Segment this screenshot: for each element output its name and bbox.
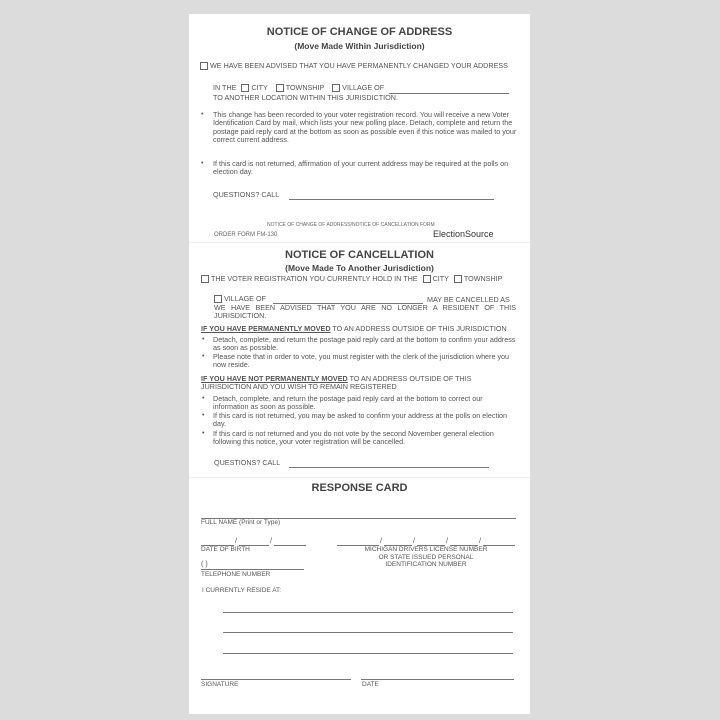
bullet: • [202,353,205,360]
dob-slash: / [235,536,237,545]
not-moved-heading-rest: TO AN ADDRESS OUTSIDE OF THIS JURISDICTION AND YOU WISH TO REMAIN REGISTERED [201,374,472,392]
license-label [337,546,515,569]
bullet: • [202,412,205,419]
moved-bullet2: Please note that in order to vote, you must register with the clerk of the jurisdiction where you now reside. [213,352,510,370]
village2-checkbox[interactable] [214,295,222,303]
city-label: CITY [251,83,268,92]
not-moved-bullet1: Detach, complete, and return the postage paid reply card at the bottom to correct our information as soon as possible. [213,394,483,412]
reside-label: I CURRENTLY RESIDE AT: [202,587,282,594]
form-footer-title: NOTICE OF CHANGE OF ADDRESS/NOTICE OF CANCELLATION FORM [267,222,435,228]
notice2-subtitle: (Move Made To Another Jurisdiction) [285,263,434,273]
dob-year-line[interactable] [274,545,306,546]
notice2-advised: WE HAVE BEEN ADVISED THAT YOU ARE NO LONGER A RESIDENT OF THIS JURISDICTION. [214,303,516,321]
address-line-2[interactable] [223,632,513,633]
advised-text: WE HAVE BEEN ADVISED THAT YOU HAVE PERMANENTLY CHANGED YOUR ADDRESS [210,61,508,70]
signature-label: SIGNATURE [201,681,239,688]
license-slash: / [479,536,481,545]
dob-label: DATE OF BIRTH [201,546,250,553]
full-name-label: FULL NAME (Print or Type) [201,519,281,526]
may-be-cancelled: MAY BE CANCELLED AS [427,295,510,304]
date-line[interactable] [361,679,514,680]
not-moved-bullet2: If this card is not returned, you may be asked to confirm your address at the polls on election day. [213,411,508,429]
notice2-voter-row [201,275,502,283]
bullet: • [201,160,204,167]
moved-heading [201,325,507,333]
not-moved-bullet3: If this card is not returned and you do not vote by the second November general election following this notice, your voter registration will be cancelled. [213,429,494,447]
perforation [189,477,530,478]
notice1-location-row [213,84,384,92]
moved-heading-strong: IF YOU HAVE PERMANENTLY MOVED [201,324,331,333]
bullet: • [202,336,205,343]
bullet: • [202,395,205,402]
notice1-advised-row [200,62,508,70]
moved-heading-rest: TO AN ADDRESS OUTSIDE OF THIS JURISDICTION [330,324,507,333]
notice1-questions-line[interactable] [289,199,494,200]
advised-checkbox[interactable] [200,62,208,70]
order-form-label: ORDER FORM FM-130 [214,232,278,238]
bullet: • [202,430,205,437]
in-the-label: IN THE [213,83,237,92]
notice2-title: NOTICE OF CANCELLATION [285,249,434,261]
notice2-questions-label: QUESTIONS? CALL [214,458,281,467]
phone-line[interactable] [201,569,304,570]
signature-line[interactable] [201,679,351,680]
village-line[interactable] [389,93,509,94]
address-line-1[interactable] [223,612,513,613]
village2-label: VILLAGE OF [224,294,266,303]
voter-reg-checkbox[interactable] [201,275,209,283]
license-slash: / [380,536,382,545]
city2-label: CITY [432,274,449,283]
city-checkbox[interactable] [241,84,249,92]
notice1-title: NOTICE OF CHANGE OF ADDRESS [266,26,453,38]
township2-label: TOWNSHIP [463,274,503,283]
license-slash: / [413,536,415,545]
moved-bullet1: Detach, complete, and return the postage paid reply card at the bottom to confirm your address as soon as possible. [213,335,516,353]
voter-reg-text: THE VOTER REGISTRATION YOU CURRENTLY HOLD IN THE [211,274,418,283]
voter-notice-card [189,14,530,714]
township2-checkbox[interactable] [454,275,462,283]
notice1-bullet2: If this card is not returned, affirmation of your current address may be required at the polls on election day. [213,159,509,177]
license-label-line3: IDENTIFICATION NUMBER [385,561,467,568]
not-moved-heading-strong: IF YOU HAVE NOT PERMANENTLY MOVED [201,374,348,383]
village-checkbox[interactable] [332,84,340,92]
response-title: RESPONSE CARD [311,482,408,494]
electionsource-logo: ElectionSource [433,229,494,239]
city2-checkbox[interactable] [423,275,431,283]
township-label: TOWNSHIP [285,83,325,92]
notice1-questions-label: QUESTIONS? CALL [213,190,280,199]
address-line-3[interactable] [223,653,513,654]
not-moved-heading [201,375,519,392]
township-checkbox[interactable] [276,84,284,92]
license-slash: / [446,536,448,545]
notice1-subtitle: (Move Made Within Jurisdiction) [294,41,425,51]
license-label-line2: OR STATE ISSUED PERSONAL [378,553,474,561]
date-label: DATE [362,681,379,688]
notice2-questions-line[interactable] [289,467,489,468]
dob-slash: / [270,536,272,545]
perforation [189,242,530,243]
to-another-text: TO ANOTHER LOCATION WITHIN THIS JURISDICTION. [213,93,398,102]
bullet: • [201,111,204,118]
notice1-bullet1: This change has been recorded to your voter registration record. You will receive a new Voter Identification Card by mail, which lists your new polling place. Detach, complete and return the postage paid reply card at the bottom as soon as possible even if this notice was mailed to your correct current address. [213,110,517,145]
village-label: VILLAGE OF [342,83,385,92]
phone-label: TELEPHONE NUMBER [201,571,271,578]
license-label-line1: MICHIGAN DRIVERS LICENSE NUMBER [364,546,488,553]
phone-area-code: ( ) [201,559,208,568]
